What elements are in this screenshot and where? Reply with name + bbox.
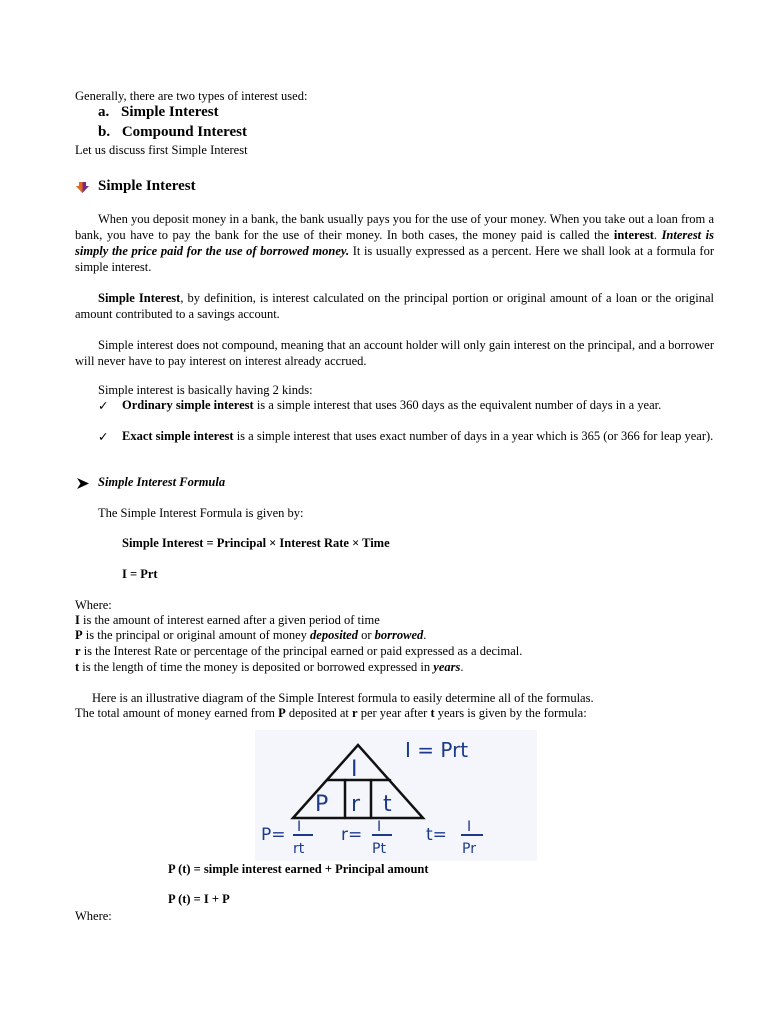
formula-given-text: The Simple Interest Formula is given by: xyxy=(98,506,304,520)
formula-words: Simple Interest = Principal × Interest Rate × Time xyxy=(122,536,390,550)
paragraph-interest-definition xyxy=(75,211,714,275)
def-text: . xyxy=(423,628,427,642)
def-symbol: I xyxy=(75,613,80,627)
line-symbol: P xyxy=(278,706,286,720)
def-text: is the length of time the money is deposited or borrowed expressed in xyxy=(79,660,434,674)
def-emphasis: years xyxy=(433,660,461,674)
kinds-intro: Simple interest is basically having 2 kinds: xyxy=(98,383,313,397)
def-symbol: r xyxy=(75,644,81,658)
check-icon: ✓ xyxy=(98,430,109,444)
def-text: or xyxy=(357,628,375,642)
total-amount-line xyxy=(75,706,587,721)
kind-item-exact xyxy=(122,429,714,444)
line-symbol: t xyxy=(430,706,435,720)
para-text: . xyxy=(653,228,662,242)
r-formula-lhs: r= xyxy=(341,825,363,845)
def-emphasis: deposited xyxy=(310,628,358,642)
triangle-p-label: P xyxy=(315,792,329,817)
type-item-simple xyxy=(98,104,219,121)
def-text: is the amount of interest earned after a given period of time xyxy=(79,613,380,627)
bullet-arrow-icon xyxy=(76,182,89,194)
pt-formula-symbols: P (t) = I + P xyxy=(168,892,230,906)
t-formula-denominator: Pr xyxy=(462,841,476,857)
def-text: is the principal or original amount of money xyxy=(82,628,311,642)
def-symbol: t xyxy=(75,660,80,674)
diagram-equation: I = Prt xyxy=(405,738,469,762)
kind-text: is a simple interest that uses 360 days as the equivalent number of days in a year. xyxy=(253,398,662,412)
line-text: deposited at xyxy=(285,706,353,720)
line-symbol: r xyxy=(352,706,358,720)
list-marker: a. xyxy=(98,104,110,120)
kind-item-ordinary xyxy=(122,398,714,413)
p-formula-denominator: rt xyxy=(293,841,305,857)
t-formula-numerator: I xyxy=(467,819,472,835)
interest-triangle-diagram xyxy=(255,730,537,861)
t-formula-lhs: t= xyxy=(426,825,447,845)
diagram-intro: Here is an illustrative diagram of the Simple Interest formula to easily determine all of the formulas. xyxy=(92,691,594,705)
formula-heading: Simple Interest Formula xyxy=(98,475,226,489)
def-symbol: P xyxy=(75,628,83,642)
def-text: is the Interest Rate or percentage of the principal earned or paid expressed as a decimal. xyxy=(80,644,523,658)
definition-r xyxy=(75,644,522,659)
kind-bold: Ordinary simple interest xyxy=(122,398,254,412)
kind-bold: Exact simple interest xyxy=(122,429,234,443)
para-text: It is usually expressed as a percent. Here we shall look at a formula for simple interest. xyxy=(75,244,714,274)
arrowhead-bullet-icon xyxy=(77,478,89,489)
paragraph-simple-interest-definition xyxy=(75,290,714,322)
list-label: Compound Interest xyxy=(121,124,247,140)
definition-i xyxy=(75,613,380,628)
para-text: When you deposit money in a bank, the bank usually pays you for the use of your money. When you take out a loan from a bank, you have to pay the bank for the use of their money. In both cases, the money paid is called the xyxy=(75,212,714,242)
line-text: per year after xyxy=(357,706,431,720)
para-bold: Simple Interest xyxy=(98,291,181,305)
where-label: Where: xyxy=(75,598,112,612)
pt-formula-words: P (t) = simple interest earned + Principal amount xyxy=(168,862,429,876)
triangle-r-label: r xyxy=(351,792,361,817)
p-formula-numerator: I xyxy=(297,819,302,835)
paragraph-no-compound xyxy=(75,337,714,369)
list-marker: b. xyxy=(98,124,111,140)
kind-text: is a simple interest that uses exact number of days in a year which is 365 (or 366 for leap year). xyxy=(233,429,714,443)
check-icon: ✓ xyxy=(98,399,109,413)
type-item-compound xyxy=(98,124,247,141)
definition-t xyxy=(75,660,463,675)
triangle-top-label: I xyxy=(351,757,358,782)
r-formula-numerator: I xyxy=(377,819,382,835)
para-bold: interest xyxy=(613,228,654,242)
line-text: The total amount of money earned from xyxy=(75,706,279,720)
where-label-2: Where: xyxy=(75,909,112,923)
formula-symbols: I = Prt xyxy=(122,567,158,581)
para-emphasis: Interest is simply the price paid for the use of borrowed money. xyxy=(75,228,714,258)
triangle-t-label: t xyxy=(383,792,392,817)
intro-text: Generally, there are two types of interest used: xyxy=(75,89,308,103)
def-text: . xyxy=(460,660,464,674)
definition-p xyxy=(75,628,426,643)
discuss-text: Let us discuss first Simple Interest xyxy=(75,143,248,157)
list-label: Simple Interest xyxy=(121,104,219,120)
line-text: years is given by the formula: xyxy=(434,706,587,720)
para-text: , by definition, is interest calculated on the principal portion or original amount of a loan or the original amount contributed to a savings account. xyxy=(75,291,714,321)
def-emphasis: borrowed xyxy=(374,628,424,642)
r-formula-denominator: Pt xyxy=(372,841,386,857)
triangle-drawing xyxy=(255,730,537,861)
para-text: Simple interest does not compound, meaning that an account holder will only gain interest on the principal, and a borrower will never have to pay interest on interest already accrued. xyxy=(75,338,714,368)
p-formula-lhs: P= xyxy=(261,825,286,845)
section-title: Simple Interest xyxy=(98,178,196,194)
